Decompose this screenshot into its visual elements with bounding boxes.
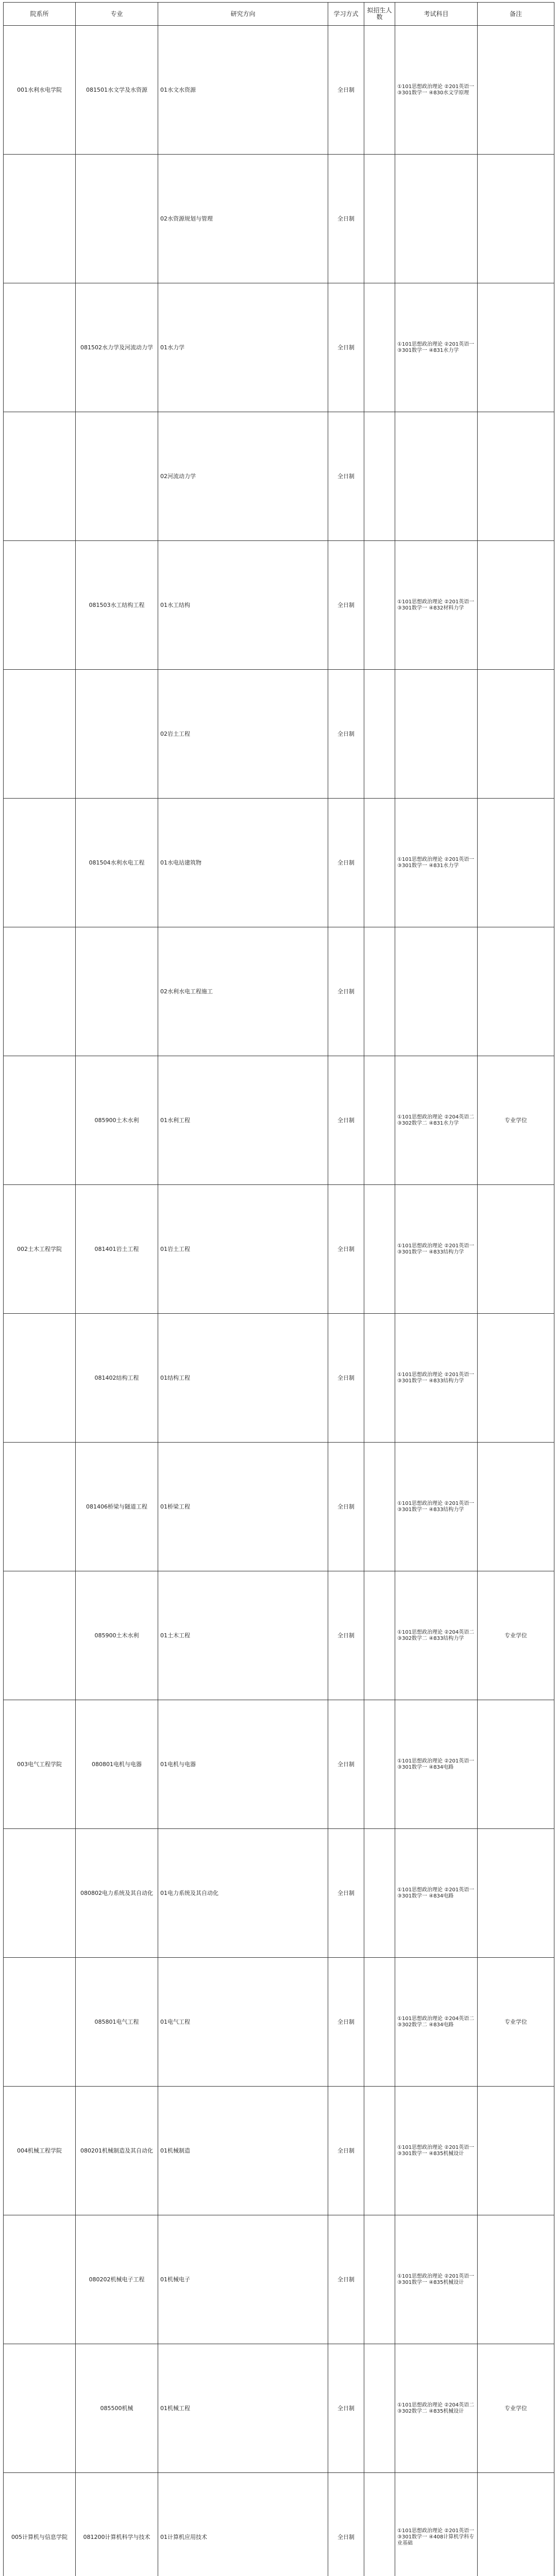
cell-direction: 02岩土工程 bbox=[158, 670, 328, 799]
cell-note bbox=[478, 155, 554, 283]
cell-direction: 02水资源规划与管理 bbox=[158, 155, 328, 283]
cell-major: 081200计算机科学与技术 bbox=[76, 2473, 158, 2576]
cell-exam: ①101思想政治理论 ②204英语二 ③302数学二 ④834电路 bbox=[395, 1958, 478, 2087]
cell-direction: 01土木工程 bbox=[158, 1571, 328, 1700]
cell-note bbox=[478, 26, 554, 155]
cell-note bbox=[478, 670, 554, 799]
header-mode: 学习方式 bbox=[328, 3, 364, 26]
cell-major: 080202机械电子工程 bbox=[76, 2215, 158, 2344]
cell-dept: 004机械工程学院 bbox=[4, 2087, 76, 2215]
cell-mode: 全日制 bbox=[328, 2215, 364, 2344]
table-row bbox=[4, 2215, 554, 2344]
table-row bbox=[4, 412, 554, 541]
cell-dept: 002土木工程学院 bbox=[4, 1185, 76, 1314]
cell-exam: ①101思想政治理论 ②201英语一 ③301数学一 ④831水力学 bbox=[395, 283, 478, 412]
cell-mode: 全日制 bbox=[328, 283, 364, 412]
cell-exam: ①101思想政治理论 ②201英语一 ③301数学一 ④835机械设计 bbox=[395, 2087, 478, 2215]
cell-major: 085801电气工程 bbox=[76, 1958, 158, 2087]
cell-mode: 全日制 bbox=[328, 1185, 364, 1314]
cell-major bbox=[76, 670, 158, 799]
table-row bbox=[4, 2473, 554, 2576]
cell-exam bbox=[395, 155, 478, 283]
cell-note bbox=[478, 1185, 554, 1314]
cell-mode: 全日制 bbox=[328, 1958, 364, 2087]
cell-note bbox=[478, 2215, 554, 2344]
table-row bbox=[4, 2087, 554, 2215]
cell-major bbox=[76, 927, 158, 1056]
cell-dept bbox=[4, 412, 76, 541]
cell-exam: ①101思想政治理论 ②204英语二 ③302数学二 ④835机械设计 bbox=[395, 2344, 478, 2473]
cell-direction: 01电气工程 bbox=[158, 1958, 328, 2087]
cell-exam bbox=[395, 927, 478, 1056]
cell-exam: ①101思想政治理论 ②201英语一 ③301数学一 ④832材料力学 bbox=[395, 541, 478, 670]
cell-exam: ①101思想政治理论 ②201英语一 ③301数学一 ④834电路 bbox=[395, 1700, 478, 1829]
header-dept: 院系所 bbox=[4, 3, 76, 26]
cell-mode: 全日制 bbox=[328, 26, 364, 155]
cell-dept bbox=[4, 155, 76, 283]
table-row bbox=[4, 1700, 554, 1829]
cell-mode: 全日制 bbox=[328, 799, 364, 927]
cell-quota bbox=[364, 26, 395, 155]
cell-mode: 全日制 bbox=[328, 927, 364, 1056]
cell-quota bbox=[364, 1958, 395, 2087]
cell-mode: 全日制 bbox=[328, 541, 364, 670]
cell-major bbox=[76, 412, 158, 541]
table-row bbox=[4, 1185, 554, 1314]
cell-quota bbox=[364, 2473, 395, 2576]
cell-major: 085500机械 bbox=[76, 2344, 158, 2473]
cell-quota bbox=[364, 1185, 395, 1314]
cell-quota bbox=[364, 541, 395, 670]
cell-major: 081402结构工程 bbox=[76, 1314, 158, 1443]
cell-quota bbox=[364, 2344, 395, 2473]
cell-note bbox=[478, 1314, 554, 1443]
cell-quota bbox=[364, 412, 395, 541]
cell-dept bbox=[4, 1443, 76, 1571]
cell-exam bbox=[395, 412, 478, 541]
table-row bbox=[4, 1958, 554, 2087]
table-row bbox=[4, 2344, 554, 2473]
cell-direction: 01水文水资源 bbox=[158, 26, 328, 155]
cell-quota bbox=[364, 1056, 395, 1185]
cell-mode: 全日制 bbox=[328, 2087, 364, 2215]
cell-dept bbox=[4, 799, 76, 927]
cell-note: 专业学位 bbox=[478, 1571, 554, 1700]
cell-major: 081504水利水电工程 bbox=[76, 799, 158, 927]
table-row bbox=[4, 1571, 554, 1700]
cell-direction: 01电机与电器 bbox=[158, 1700, 328, 1829]
header-major: 专业 bbox=[76, 3, 158, 26]
cell-exam: ①101思想政治理论 ②201英语一 ③301数学一 ④833结构力学 bbox=[395, 1185, 478, 1314]
table-row bbox=[4, 670, 554, 799]
cell-dept bbox=[4, 283, 76, 412]
cell-major: 081406桥梁与隧道工程 bbox=[76, 1443, 158, 1571]
cell-mode: 全日制 bbox=[328, 1314, 364, 1443]
cell-exam: ①101思想政治理论 ②201英语一 ③301数学一 ④835机械设计 bbox=[395, 2215, 478, 2344]
cell-direction: 01机械电子 bbox=[158, 2215, 328, 2344]
cell-direction: 01机械制造 bbox=[158, 2087, 328, 2215]
cell-major: 081501水文学及水资源 bbox=[76, 26, 158, 155]
cell-dept bbox=[4, 2215, 76, 2344]
cell-mode: 全日制 bbox=[328, 670, 364, 799]
cell-direction: 01水利工程 bbox=[158, 1056, 328, 1185]
cell-exam: ①101思想政治理论 ②201英语一 ③301数学一 ④830水文学原理 bbox=[395, 26, 478, 155]
cell-note bbox=[478, 412, 554, 541]
cell-dept: 005计算机与信息学院 bbox=[4, 2473, 76, 2576]
cell-note bbox=[478, 927, 554, 1056]
cell-quota bbox=[364, 1571, 395, 1700]
cell-quota bbox=[364, 1443, 395, 1571]
cell-quota bbox=[364, 283, 395, 412]
cell-quota bbox=[364, 799, 395, 927]
table-row bbox=[4, 1829, 554, 1958]
cell-major: 080201机械制造及其自动化 bbox=[76, 2087, 158, 2215]
table-row bbox=[4, 283, 554, 412]
cell-note bbox=[478, 1700, 554, 1829]
cell-major: 085900土木水利 bbox=[76, 1056, 158, 1185]
header-exam: 考试科目 bbox=[395, 3, 478, 26]
cell-exam bbox=[395, 670, 478, 799]
cell-dept bbox=[4, 1958, 76, 2087]
cell-note: 专业学位 bbox=[478, 2344, 554, 2473]
cell-note bbox=[478, 541, 554, 670]
cell-quota bbox=[364, 2087, 395, 2215]
table-row bbox=[4, 26, 554, 155]
cell-major: 081503水工结构工程 bbox=[76, 541, 158, 670]
cell-dept: 003电气工程学院 bbox=[4, 1700, 76, 1829]
cell-quota bbox=[364, 1829, 395, 1958]
cell-direction: 01机械工程 bbox=[158, 2344, 328, 2473]
cell-exam: ①101思想政治理论 ②204英语二 ③302数学二 ④833结构力学 bbox=[395, 1571, 478, 1700]
cell-dept: 001水利水电学院 bbox=[4, 26, 76, 155]
cell-note: 专业学位 bbox=[478, 1056, 554, 1185]
cell-dept bbox=[4, 2344, 76, 2473]
cell-quota bbox=[364, 670, 395, 799]
cell-note bbox=[478, 1829, 554, 1958]
table-row bbox=[4, 927, 554, 1056]
table-row bbox=[4, 1443, 554, 1571]
cell-note bbox=[478, 2087, 554, 2215]
cell-exam: ①101思想政治理论 ②201英语一 ③301数学一 ④831水力学 bbox=[395, 799, 478, 927]
cell-mode: 全日制 bbox=[328, 2344, 364, 2473]
cell-direction: 01水电站建筑物 bbox=[158, 799, 328, 927]
table-body bbox=[4, 26, 554, 2576]
cell-exam: ①101思想政治理论 ②201英语一 ③301数学一 ④408计算机学科专业基础 bbox=[395, 2473, 478, 2576]
cell-mode: 全日制 bbox=[328, 1443, 364, 1571]
cell-major: 080802电力系统及其自动化 bbox=[76, 1829, 158, 1958]
cell-mode: 全日制 bbox=[328, 2473, 364, 2576]
cell-note bbox=[478, 283, 554, 412]
cell-note bbox=[478, 799, 554, 927]
cell-dept bbox=[4, 1314, 76, 1443]
cell-dept bbox=[4, 927, 76, 1056]
cell-dept bbox=[4, 1829, 76, 1958]
cell-direction: 01岩土工程 bbox=[158, 1185, 328, 1314]
cell-mode: 全日制 bbox=[328, 1056, 364, 1185]
table-row bbox=[4, 155, 554, 283]
table-row bbox=[4, 541, 554, 670]
cell-direction: 01水力学 bbox=[158, 283, 328, 412]
table-row bbox=[4, 1314, 554, 1443]
cell-quota bbox=[364, 1700, 395, 1829]
cell-major bbox=[76, 155, 158, 283]
cell-mode: 全日制 bbox=[328, 1829, 364, 1958]
cell-major: 081401岩土工程 bbox=[76, 1185, 158, 1314]
cell-quota bbox=[364, 2215, 395, 2344]
table-row bbox=[4, 1056, 554, 1185]
cell-exam: ①101思想政治理论 ②201英语一 ③301数学一 ④833结构力学 bbox=[395, 1443, 478, 1571]
cell-exam: ①101思想政治理论 ②201英语一 ③301数学一 ④834电路 bbox=[395, 1829, 478, 1958]
header-note: 备注 bbox=[478, 3, 554, 26]
header-quota: 拟招生人数 bbox=[364, 3, 395, 26]
cell-mode: 全日制 bbox=[328, 1700, 364, 1829]
cell-exam: ①101思想政治理论 ②201英语一 ③301数学一 ④833结构力学 bbox=[395, 1314, 478, 1443]
catalog-table bbox=[3, 2, 554, 2576]
cell-dept bbox=[4, 541, 76, 670]
cell-direction: 01计算机应用技术 bbox=[158, 2473, 328, 2576]
cell-exam: ①101思想政治理论 ②204英语二 ③302数学二 ④831水力学 bbox=[395, 1056, 478, 1185]
cell-mode: 全日制 bbox=[328, 155, 364, 283]
cell-quota bbox=[364, 155, 395, 283]
cell-direction: 01电力系统及其自动化 bbox=[158, 1829, 328, 1958]
cell-dept bbox=[4, 1056, 76, 1185]
cell-direction: 01水工结构 bbox=[158, 541, 328, 670]
cell-major: 081502水力学及河流动力学 bbox=[76, 283, 158, 412]
cell-note: 专业学位 bbox=[478, 1958, 554, 2087]
header-direction: 研究方向 bbox=[158, 3, 328, 26]
cell-direction: 01结构工程 bbox=[158, 1314, 328, 1443]
cell-quota bbox=[364, 1314, 395, 1443]
cell-note bbox=[478, 1443, 554, 1571]
cell-major: 080801电机与电器 bbox=[76, 1700, 158, 1829]
cell-major: 085900土木水利 bbox=[76, 1571, 158, 1700]
cell-note bbox=[478, 2473, 554, 2576]
cell-quota bbox=[364, 927, 395, 1056]
table-row bbox=[4, 799, 554, 927]
cell-mode: 全日制 bbox=[328, 412, 364, 541]
table-header-row bbox=[4, 3, 554, 26]
cell-mode: 全日制 bbox=[328, 1571, 364, 1700]
cell-direction: 02水利水电工程施工 bbox=[158, 927, 328, 1056]
cell-dept bbox=[4, 670, 76, 799]
cell-direction: 02河流动力学 bbox=[158, 412, 328, 541]
cell-direction: 01桥梁工程 bbox=[158, 1443, 328, 1571]
cell-dept bbox=[4, 1571, 76, 1700]
